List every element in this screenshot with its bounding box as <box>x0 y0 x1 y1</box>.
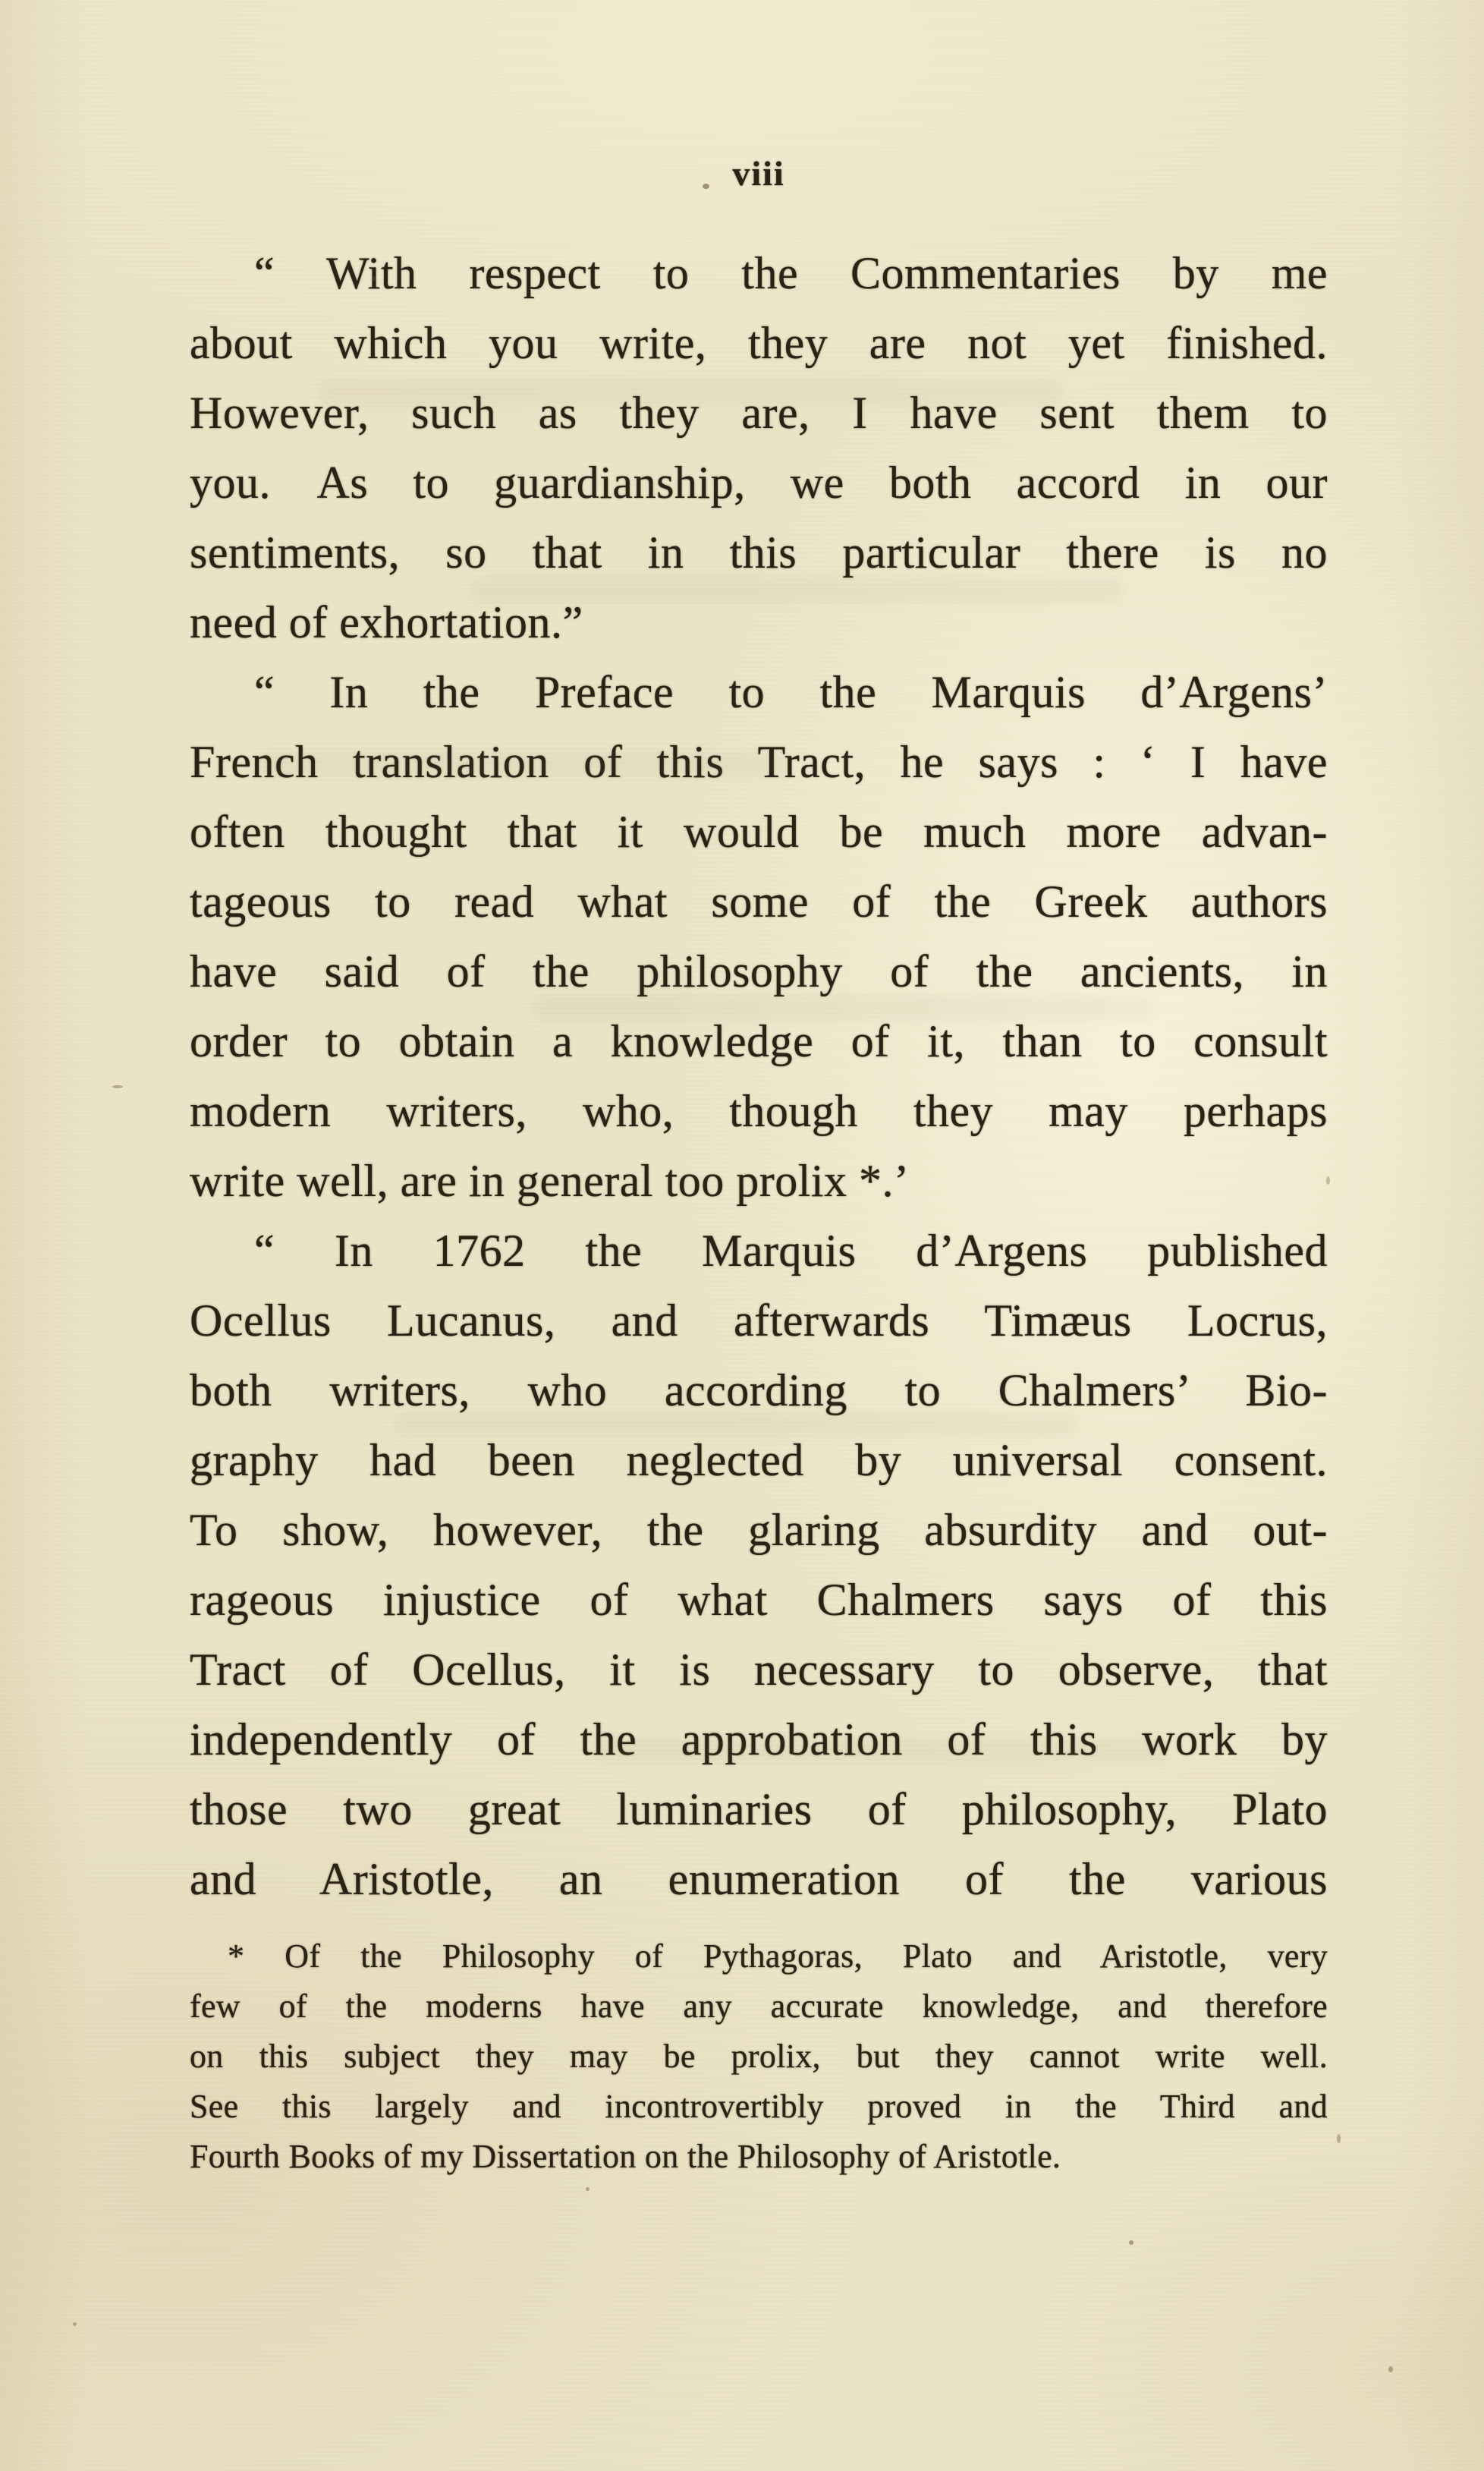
ink-speck <box>112 1085 123 1088</box>
text-line: French translation of this Tract, he says : ‘ I have <box>190 737 1328 787</box>
text-line: and Aristotle, an enumeration of the various <box>190 1854 1328 1904</box>
text-line: “ In the Preface to the Marquis d’Argens’ <box>254 667 1328 717</box>
text-line: “ In 1762 the Marquis d’Argens published <box>254 1226 1328 1276</box>
ink-speck <box>1129 2240 1133 2245</box>
text-line: need of exhortation.” <box>190 597 583 647</box>
text-line: those two great luminaries of philosophy, Plato <box>190 1784 1328 1834</box>
text-line: graphy had been neglected by universal consent. <box>190 1435 1328 1485</box>
text-line: sentiments, so that in this particular there is no <box>190 527 1328 578</box>
footnote-line: * Of the Philosophy of Pythagoras, Plato and Aristotle, very <box>228 1937 1328 1975</box>
text-line: have said of the philosophy of the ancients, in <box>190 946 1328 996</box>
text-line: modern writers, who, though they may perhaps <box>190 1086 1328 1136</box>
text-line: about which you write, they are not yet finished. <box>190 318 1328 368</box>
paragraph <box>190 238 1328 657</box>
ink-speck <box>73 2322 77 2326</box>
text-line: rageous injustice of what Chalmers says of this <box>190 1575 1328 1625</box>
ink-speck <box>1337 2134 1341 2143</box>
ink-speck <box>1388 2366 1393 2372</box>
ink-speck <box>586 2187 590 2191</box>
text-line: However, such as they are, I have sent them to <box>190 388 1328 438</box>
footnote-line: on this subject they may be prolix, but they cannot write well. <box>190 2038 1328 2075</box>
footnote-line: few of the moderns have any accurate knowledge, and therefore <box>190 1988 1328 2025</box>
page-number: viii <box>732 154 785 193</box>
body-text <box>190 238 1328 1914</box>
text-line: write well, are in general too prolix *.’ <box>190 1156 910 1206</box>
text-line: often thought that it would be much more advan- <box>190 807 1328 857</box>
text-line: Tract of Ocellus, it is necessary to observe, that <box>190 1645 1328 1695</box>
text-line: you. As to guardianship, we both accord in our <box>190 458 1328 508</box>
text-line: order to obtain a knowledge of it, than to consult <box>190 1016 1328 1066</box>
footnote-line: See this largely and incontrovertibly proved in the Third and <box>190 2088 1328 2125</box>
text-line: independently of the approbation of this work by <box>190 1714 1328 1764</box>
footnote <box>190 1931 1328 2182</box>
text-line: Ocellus Lucanus, and afterwards Timæus Locrus, <box>190 1295 1328 1346</box>
paragraph <box>190 1216 1328 1914</box>
text-line: To show, however, the glaring absurdity and out- <box>190 1505 1328 1555</box>
paragraph <box>190 657 1328 1216</box>
footnote-line: Fourth Books of my Dissertation on the Philosophy of Aristotle. <box>190 2138 1061 2175</box>
text-line: both writers, who according to Chalmers’ Bio- <box>190 1365 1328 1415</box>
text-line: “ With respect to the Commentaries by me <box>254 248 1328 298</box>
text-line: tageous to read what some of the Greek authors <box>190 877 1328 927</box>
